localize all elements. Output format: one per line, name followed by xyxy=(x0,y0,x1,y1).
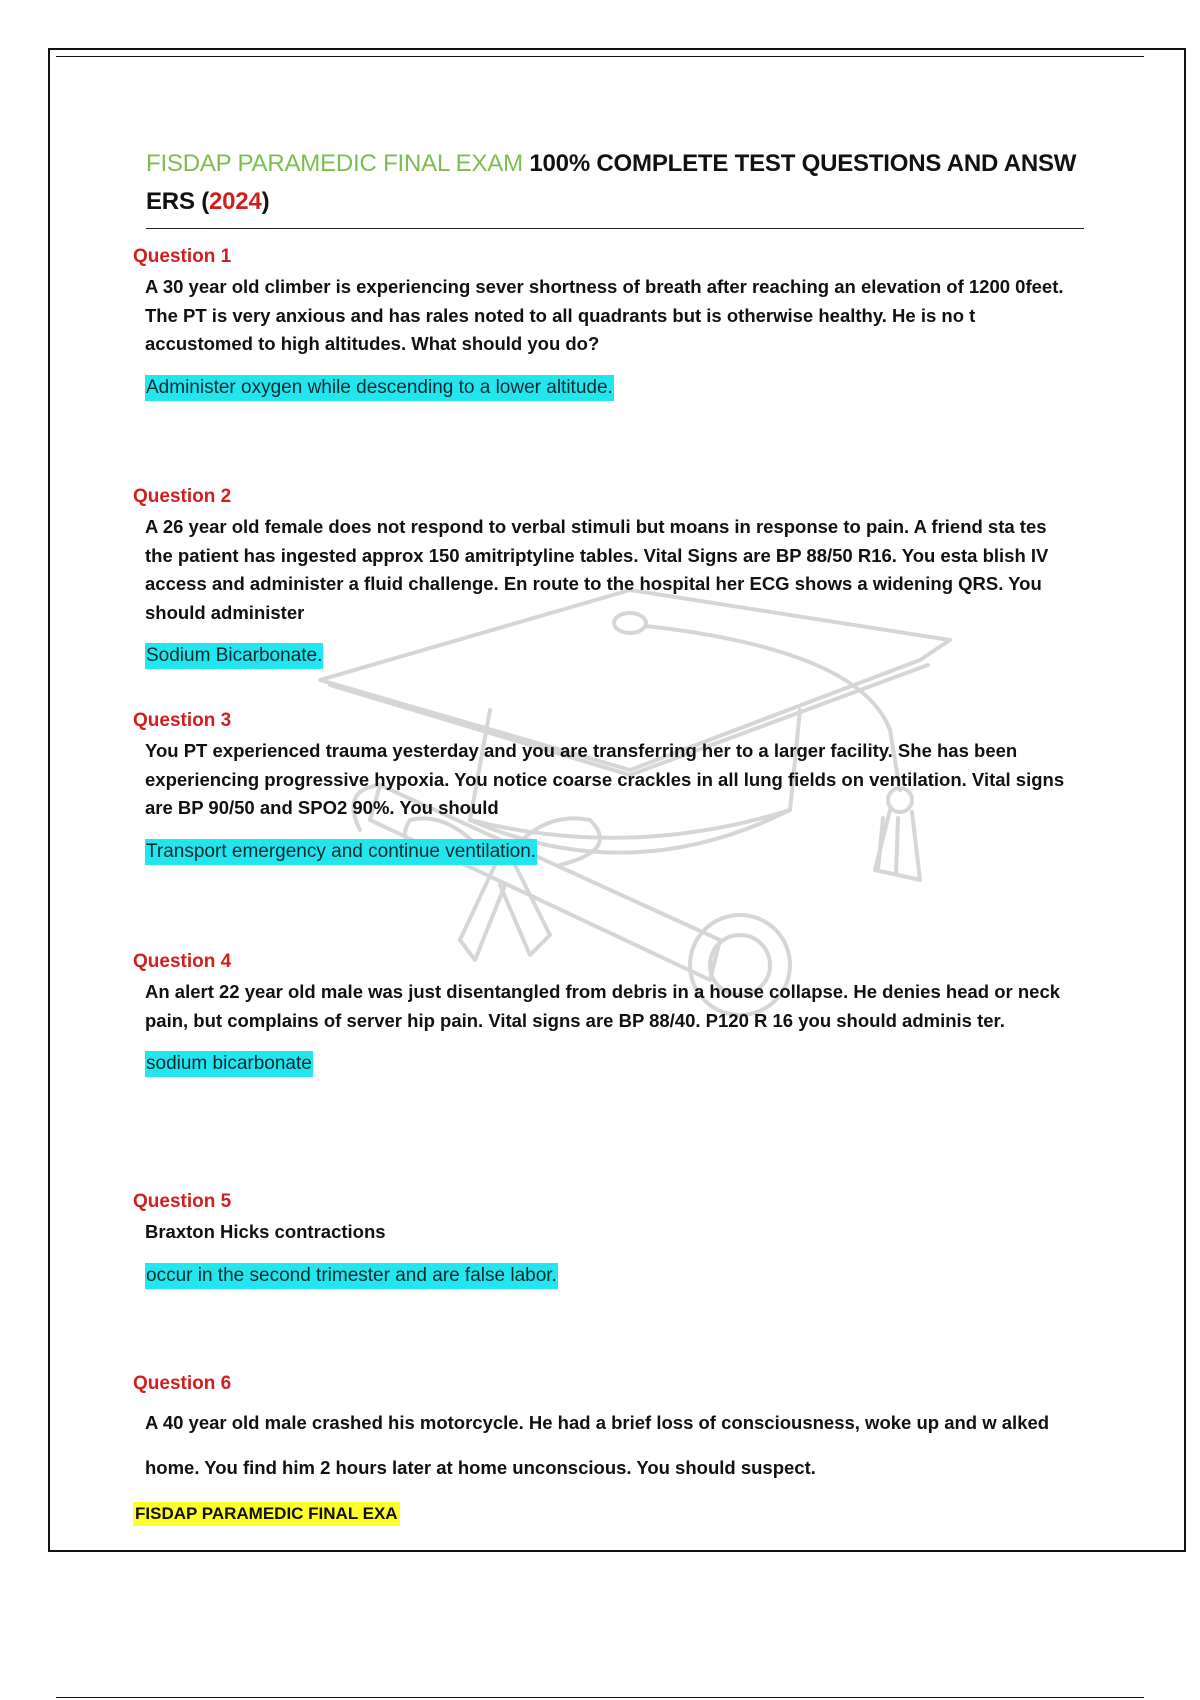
title-year: 2024 xyxy=(209,188,262,215)
answer-highlight: Sodium Bicarbonate. xyxy=(145,643,323,669)
question-3 xyxy=(133,709,1093,865)
question-label: Question 4 xyxy=(133,951,232,972)
answer-highlight: sodium bicarbonate xyxy=(145,1051,313,1077)
question-5 xyxy=(133,1190,1093,1289)
answer-highlight: occur in the second trimester and are false labor. xyxy=(145,1263,558,1289)
question-label: Question 3 xyxy=(133,710,232,731)
question-2 xyxy=(133,485,1093,669)
question-label: Question 6 xyxy=(133,1373,232,1394)
question-4 xyxy=(133,950,1093,1077)
question-text: A 26 year old female does not respond to verbal stimuli but moans in response to pain. A friend sta tes the patient has ingested approx 150 amitriptyline tables. Vital Signs are BP 88/50 R16. You esta blish IV access and administer a fluid challenge. En route to the hospital her ECG shows a widening QRS. You should administer xyxy=(145,516,1049,623)
question-label: Question 1 xyxy=(133,246,232,267)
question-text: You PT experienced trauma yesterday and you are transferring her to a larger facility. She has been experiencing progressive hypoxia. You notice coarse crackles in all lung fields on ventilation. Vital signs are BP 90/50 and SPO2 90%. You should xyxy=(145,740,1065,818)
question-6 xyxy=(133,1372,1093,1490)
answer-highlight: Transport emergency and continue ventilation. xyxy=(145,839,537,865)
footer-tag: FISDAP PARAMEDIC FINAL EXA xyxy=(133,1502,400,1526)
question-text: A 40 year old male crashed his motorcycle. He had a brief loss of consciousness, woke up and w alked home. You find him 2 hours later at home unconscious. You should suspect. xyxy=(145,1412,1050,1478)
question-text: An alert 22 year old male was just disentangled from debris in a house collapse. He denies head or neck pain, but complains of server hip pain. Vital signs are BP 88/40. P120 R 16 you should adminis ter. xyxy=(145,981,1061,1031)
bottom-rule xyxy=(56,1697,1144,1698)
question-text: A 30 year old climber is experiencing sever shortness of breath after reaching an elevation of 1200 0feet. The PT is very anxious and has rales noted to all quadrants but is otherwise healthy. He is no t accustomed to high altitudes. What should you do? xyxy=(145,276,1064,354)
document-title xyxy=(146,145,1086,221)
question-text: Braxton Hicks contractions xyxy=(145,1221,386,1242)
title-close: ) xyxy=(261,188,270,215)
question-label: Question 2 xyxy=(133,486,232,507)
question-1 xyxy=(133,245,1093,401)
answer-highlight: Administer oxygen while descending to a lower altitude. xyxy=(145,375,614,401)
top-rule xyxy=(56,56,1144,57)
title-divider xyxy=(146,228,1084,229)
title-subtitle: 100% COMPLETE TEST QUESTIONS AND ANSW ERS ( xyxy=(146,150,1077,215)
title-exam-name: FISDAP PARAMEDIC FINAL EXAM xyxy=(146,150,523,177)
question-label: Question 5 xyxy=(133,1191,232,1212)
